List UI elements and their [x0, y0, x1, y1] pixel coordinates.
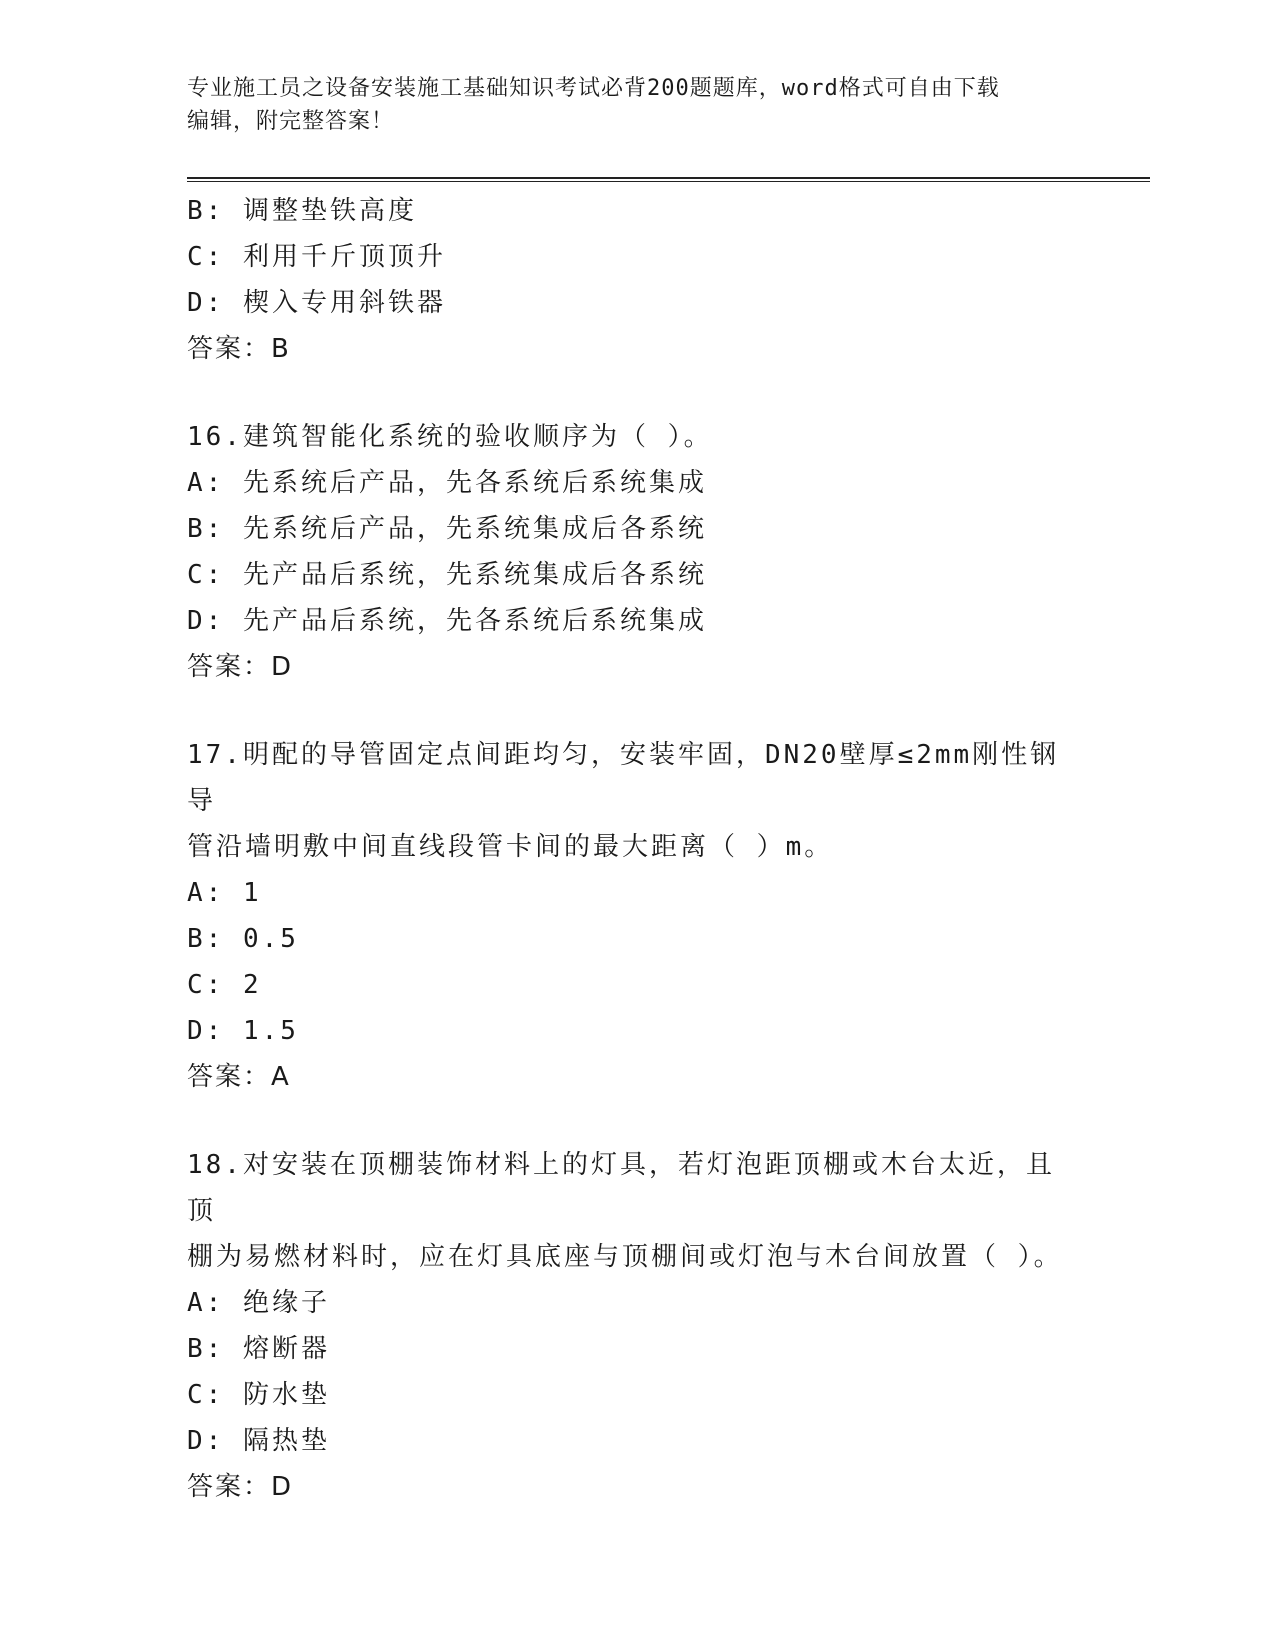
answer-line: 答案：D — [187, 652, 294, 682]
option-d: D: 楔入专用斜铁器 — [187, 288, 446, 318]
spacer — [187, 1100, 1087, 1142]
question-stem: 16.建筑智能化系统的验收顺序为（ ）。 — [187, 422, 713, 452]
header-divider — [187, 177, 1150, 182]
question-15-tail — [187, 188, 1067, 372]
option-c: C: 防水垫 — [187, 1380, 330, 1410]
option-a: A: 绝缘子 — [187, 1288, 330, 1318]
question-17 — [187, 732, 1067, 1100]
spacer — [187, 372, 1087, 414]
question-16 — [187, 414, 1067, 690]
option-a: A: 先系统后产品，先各系统后系统集成 — [187, 468, 707, 498]
option-d: D: 隔热垫 — [187, 1426, 330, 1456]
question-list — [187, 188, 1087, 1510]
option-a: A: 1 — [187, 878, 262, 908]
option-c: C: 先产品后系统，先系统集成后各系统 — [187, 560, 707, 590]
option-b: B: 调整垫铁高度 — [187, 196, 417, 226]
answer-line: 答案：B — [187, 334, 291, 364]
option-b: B: 0.5 — [187, 924, 299, 954]
option-d: D: 先产品后系统，先各系统后系统集成 — [187, 606, 707, 636]
question-stem-line-2: 管沿墙明敷中间直线段管卡间的最大距离（ ）m。 — [187, 832, 834, 862]
answer-line: 答案：D — [187, 1472, 294, 1502]
question-stem-line-2: 棚为易燃材料时，应在灯具底座与顶棚间或灯泡与木台间放置（ ）。 — [187, 1242, 1063, 1272]
option-b: B: 熔断器 — [187, 1334, 330, 1364]
option-d: D: 1.5 — [187, 1016, 299, 1046]
option-b: B: 先系统后产品，先系统集成后各系统 — [187, 514, 707, 544]
header-title-line-1: 专业施工员之设备安装施工基础知识考试必背200题题库，word格式可自由下载 — [187, 76, 1000, 101]
question-stem-line-1: 18.对安装在顶棚装饰材料上的灯具，若灯泡距顶棚或木台太近，且顶 — [187, 1150, 1055, 1226]
spacer — [187, 690, 1087, 732]
header-title-line-2: 编辑，附完整答案！ — [187, 109, 395, 134]
question-18 — [187, 1142, 1067, 1510]
option-c: C: 2 — [187, 970, 262, 1000]
document-header — [187, 72, 1077, 138]
question-stem-line-1: 17.明配的导管固定点间距均匀，安装牢固，DN20壁厚≤2mm刚性钢导 — [187, 740, 1060, 816]
answer-line: 答案：A — [187, 1062, 291, 1092]
option-c: C: 利用千斤顶顶升 — [187, 242, 446, 272]
